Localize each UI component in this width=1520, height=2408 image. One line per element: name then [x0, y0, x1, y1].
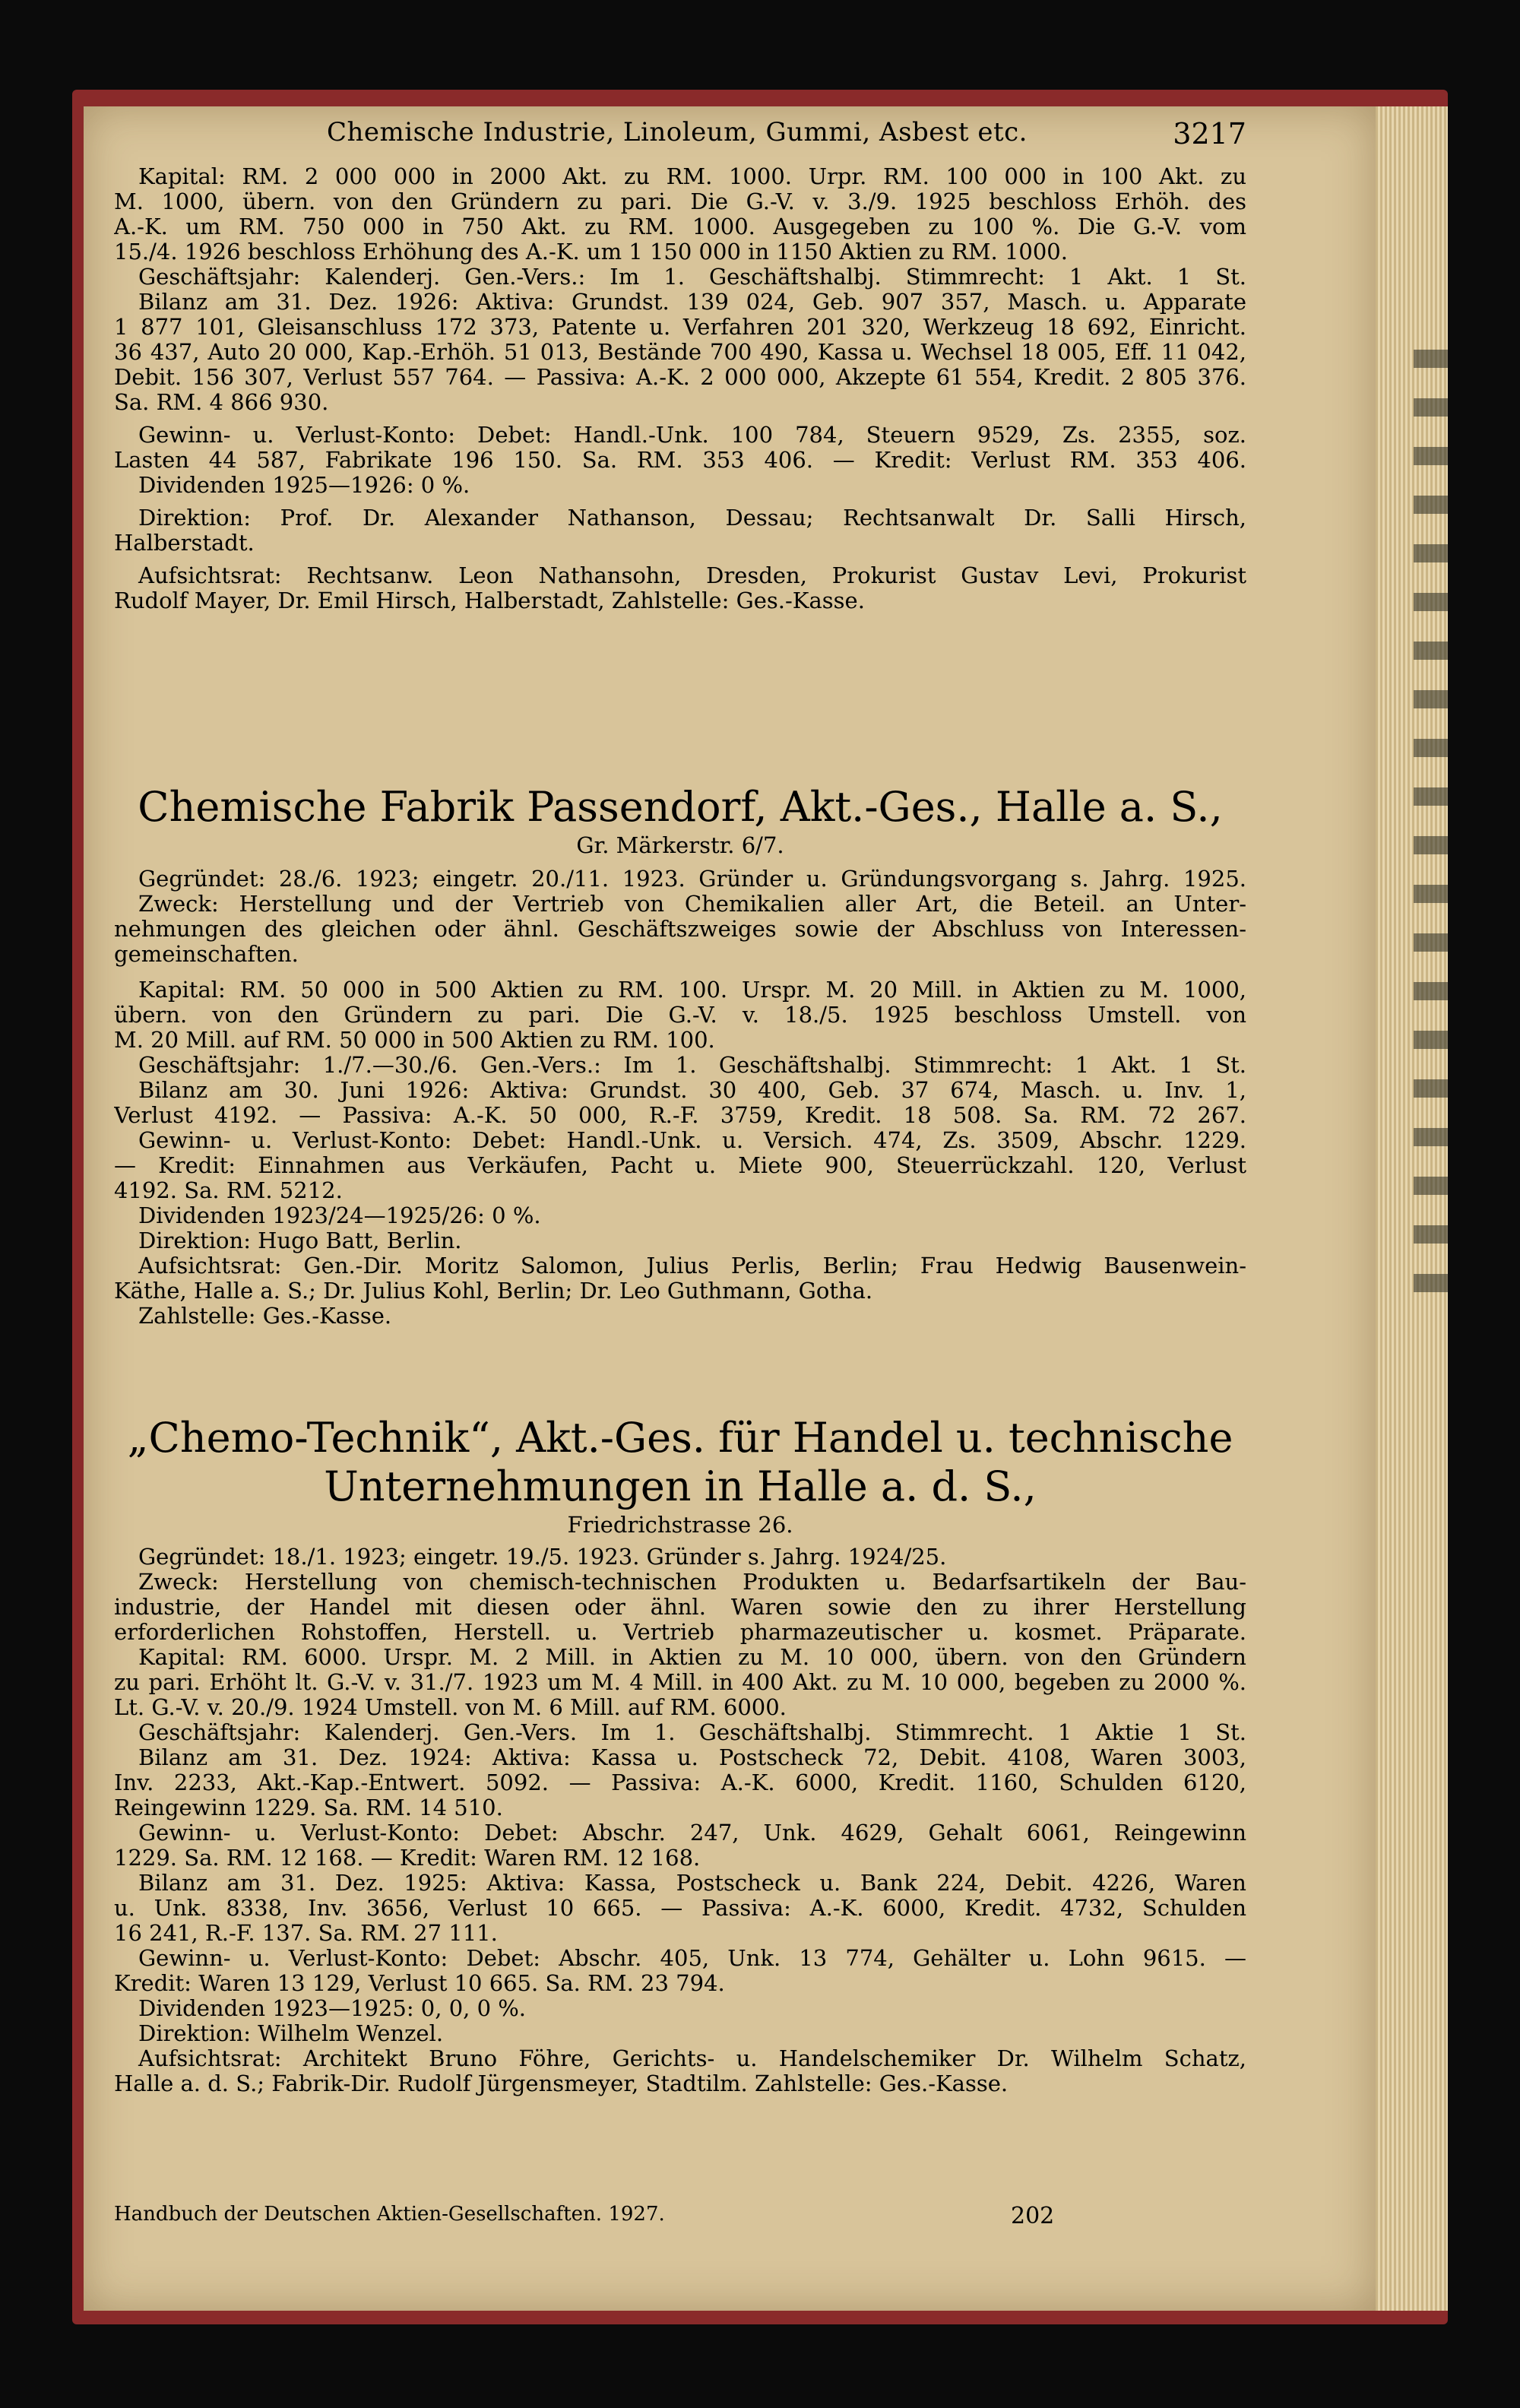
entry-line: Kredit: Waren 13 129, Verlust 10 665. Sa. RM. 23 794. [114, 1971, 725, 1996]
entry-line: nehmungen des gleichen oder ähnl. Geschäftszweiges sowie der Abschluss von Interessen- [114, 917, 1246, 942]
entry-line: 1229. Sa. RM. 12 168. — Kredit: Waren RM. 12 168. [114, 1846, 701, 1871]
entry-line: Bilanz am 31. Dez. 1924: Aktiva: Kassa u. Postscheck 72, Debit. 4108, Waren 3003, [138, 1745, 1246, 1770]
company-address: Gr. Märkerstr. 6/7. [576, 832, 784, 858]
entry-line: Gewinn- u. Verlust-Konto: Debet: Handl.-Unk. 100 784, Steuern 9529, Zs. 2355, soz. [138, 423, 1246, 448]
entry-line: A.-K. um RM. 750 000 in 750 Akt. zu RM. 1000. Ausgegeben zu 100 %. Die G.-V. vom [114, 214, 1246, 239]
side-thumb-marks [1414, 319, 1448, 2067]
entry-line: industrie, der Handel mit diesen oder ähnl. Waren sowie den zu ihrer Herstellung [114, 1595, 1246, 1620]
entry-line: Reingewinn 1229. Sa. RM. 14 510. [114, 1795, 503, 1820]
page-number: 3217 [1173, 117, 1246, 150]
entry-line: Zweck: Herstellung und der Vertrieb von Chemikalien aller Art, die Beteil. an Unter- [138, 892, 1246, 917]
entry-line: Halle a. d. S.; Fabrik-Dir. Rudolf Jürgensmeyer, Stadtilm. Zahlstelle: Ges.-Kasse. [114, 2071, 1009, 2096]
entry-line: Aufsichtsrat: Gen.-Dir. Moritz Salomon, Julius Perlis, Berlin; Frau Hedwig Bausenwein- [138, 1253, 1246, 1278]
entry-line: Gewinn- u. Verlust-Konto: Debet: Handl.-Unk. u. Versich. 474, Zs. 3509, Abschr. 1229. [138, 1128, 1246, 1153]
company-title: Chemische Fabrik Passendorf, Akt.-Ges., Halle a. S., [138, 783, 1223, 831]
running-title: Chemische Industrie, Linoleum, Gummi, Asbest etc. [327, 117, 1028, 147]
entry-line: zu pari. Erhöht lt. G.-V. v. 31./7. 1923 um M. 4 Mill. in 400 Akt. zu M. 10 000, begeben zu 2000 %. [114, 1670, 1246, 1695]
entry-line: Direktion: Prof. Dr. Alexander Nathanson, Dessau; Rechtsanwalt Dr. Salli Hirsch, [138, 505, 1246, 531]
entry-line: Bilanz am 31. Dez. 1926: Aktiva: Grundst. 139 024, Geb. 907 357, Masch. u. Apparate [138, 290, 1246, 315]
entry-chemo-technik [114, 1414, 1246, 2096]
entry-line: Bilanz am 30. Juni 1926: Aktiva: Grundst. 30 400, Geb. 37 674, Masch. u. Inv. 1, [138, 1078, 1246, 1103]
entry-continuation [114, 164, 1246, 613]
entry-line: M. 1000, übern. von den Gründern zu pari. Die G.-V. v. 3./9. 1925 beschloss Erhöh. des [114, 189, 1246, 214]
entry-line: Geschäftsjahr: 1./7.—30./6. Gen.-Vers.: Im 1. Geschäftshalbj. Stimmrecht: 1 Akt. 1 St. [138, 1053, 1246, 1078]
entry-line: Kapital: RM. 50 000 in 500 Aktien zu RM. 100. Urspr. M. 20 Mill. in Aktien zu M. 1000, [138, 977, 1246, 1003]
entry-line: 15./4. 1926 beschloss Erhöhung des A.-K. um 1 150 000 in 1150 Aktien zu RM. 1000. [114, 239, 1068, 265]
entry-line: 1 877 101, Gleisanschluss 172 373, Patente u. Verfahren 201 320, Werkzeug 18 692, Einricht. [114, 315, 1246, 340]
entry-line: Lt. G.-V. v. 20./9. 1924 Umstell. von M. 6 Mill. auf RM. 6000. [114, 1695, 787, 1720]
company-address: Friedrichstrasse 26. [567, 1512, 793, 1538]
entry-line: Direktion: Wilhelm Wenzel. [138, 2021, 444, 2046]
entry-line: 4192. Sa. RM. 5212. [114, 1178, 343, 1203]
entry-line: Geschäftsjahr: Kalenderj. Gen.-Vers.: Im 1. Geschäftshalbj. Stimmrecht: 1 Akt. 1 St. [138, 265, 1246, 290]
entry-line: Kapital: RM. 2 000 000 in 2000 Akt. zu RM. 1000. Urpr. RM. 100 000 in 100 Akt. zu [138, 164, 1246, 189]
entry-line: 16 241, R.-F. 137. Sa. RM. 27 111. [114, 1921, 498, 1946]
entry-line: Gegründet: 18./1. 1923; eingetr. 19./5. 1923. Gründer s. Jahrg. 1924/25. [138, 1545, 947, 1570]
entry-line: Aufsichtsrat: Rechtsanw. Leon Nathansohn, Dresden, Prokurist Gustav Levi, Prokurist [138, 563, 1246, 588]
entry-line: Direktion: Hugo Batt, Berlin. [138, 1228, 462, 1253]
entry-line: Dividenden 1925—1926: 0 %. [138, 473, 470, 498]
entry-line: Inv. 2233, Akt.-Kap.-Entwert. 5092. — Passiva: A.-K. 6000, Kredit. 1160, Schulden 6120, [114, 1770, 1246, 1795]
entry-line: gemeinschaften. [114, 942, 299, 967]
entry-line: Debit. 156 307, Verlust 557 764. — Passiva: A.-K. 2 000 000, Akzepte 61 554, Kredit. 2 805 376. [114, 365, 1246, 390]
entry-line: übern. von den Gründern zu pari. Die G.-V. v. 18./5. 1925 beschloss Umstell. von [114, 1003, 1246, 1028]
entry-line: Dividenden 1923/24—1925/26: 0 %. [138, 1203, 541, 1228]
entry-line: Gewinn- u. Verlust-Konto: Debet: Abschr. 405, Unk. 13 774, Gehälter u. Lohn 9615. — [138, 1946, 1246, 1971]
entry-line: Verlust 4192. — Passiva: A.-K. 50 000, R.-F. 3759, Kredit. 18 508. Sa. RM. 72 267. [114, 1103, 1246, 1128]
entry-line: Halberstadt. [114, 531, 255, 556]
entry-line: Gegründet: 28./6. 1923; eingetr. 20./11. 1923. Gründer u. Gründungsvorgang s. Jahrg. 1925. [138, 867, 1246, 892]
entry-line: Bilanz am 31. Dez. 1925: Aktiva: Kassa, Postscheck u. Bank 224, Debit. 4226, Waren [138, 1871, 1246, 1896]
entry-line: Dividenden 1923—1925: 0, 0, 0 %. [138, 1996, 527, 2021]
footer-signature: 202 [1011, 2203, 1055, 2229]
entry-passendorf [114, 783, 1246, 1329]
entry-line: erforderlichen Rohstoffen, Herstell. u. Vertrieb pharmazeutischer u. kosmet. Präparate. [114, 1620, 1246, 1645]
entry-line: Kapital: RM. 6000. Urspr. M. 2 Mill. in Aktien zu M. 10 000, übern. von den Gründern [138, 1645, 1246, 1670]
page-header [114, 114, 1246, 152]
entry-line: Sa. RM. 4 866 930. [114, 390, 329, 415]
entry-line: Zweck: Herstellung von chemisch-technischen Produkten u. Bedarfsartikeln der Bau- [138, 1570, 1246, 1595]
entry-line: Lasten 44 587, Fabrikate 196 150. Sa. RM. 353 406. — Kredit: Verlust RM. 353 406. [114, 448, 1246, 473]
entry-line: Zahlstelle: Ges.-Kasse. [138, 1304, 392, 1329]
entry-line: 36 437, Auto 20 000, Kap.-Erhöh. 51 013, Bestände 700 490, Kassa u. Wechsel 18 005, Eff. 11 042, [114, 340, 1246, 365]
entry-line: Rudolf Mayer, Dr. Emil Hirsch, Halberstadt, Zahlstelle: Ges.-Kasse. [114, 588, 865, 613]
company-title-line2: Unternehmungen in Halle a. d. S., [324, 1462, 1037, 1510]
entry-line: — Kredit: Einnahmen aus Verkäufen, Pacht u. Miete 900, Steuerrückzahl. 120, Verlust [114, 1153, 1246, 1178]
entry-line: Käthe, Halle a. S.; Dr. Julius Kohl, Berlin; Dr. Leo Guthmann, Gotha. [114, 1278, 873, 1304]
entry-line: Aufsichtsrat: Architekt Bruno Föhre, Gerichts- u. Handelschemiker Dr. Wilhelm Schatz, [138, 2046, 1246, 2071]
company-title-line1: „Chemo-Technik“, Akt.-Ges. für Handel u. technische [127, 1414, 1233, 1462]
entry-line: Gewinn- u. Verlust-Konto: Debet: Abschr. 247, Unk. 4629, Gehalt 6061, Reingewinn [138, 1820, 1246, 1846]
footer-source: Handbuch der Deutschen Aktien-Gesellschaften. 1927. [114, 2203, 665, 2226]
entry-line: Geschäftsjahr: Kalenderj. Gen.-Vers. Im 1. Geschäftshalbj. Stimmrecht. 1 Aktie 1 St. [138, 1720, 1246, 1745]
entry-line: u. Unk. 8338, Inv. 3656, Verlust 10 665. — Passiva: A.-K. 6000, Kredit. 4732, Schulden [114, 1896, 1246, 1921]
entry-line: M. 20 Mill. auf RM. 50 000 in 500 Aktien zu RM. 100. [114, 1028, 715, 1053]
